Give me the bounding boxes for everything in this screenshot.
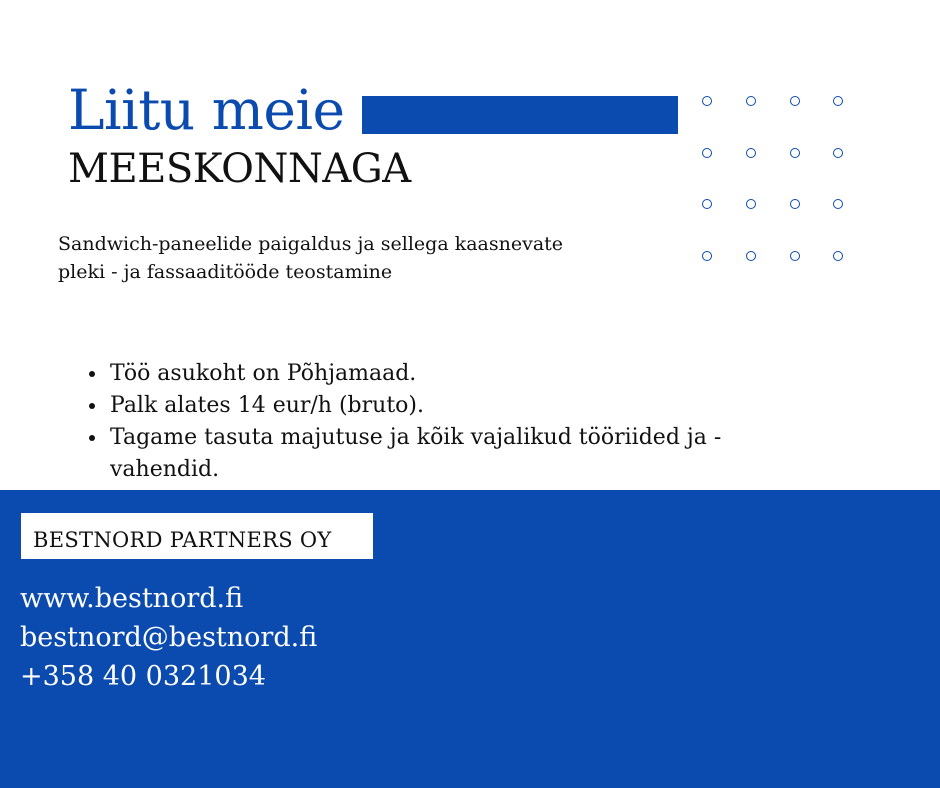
- contact-footer: [0, 490, 940, 788]
- benefit-item-housing: • Tagame tasuta majutuse ja kõik vajalikud tööriided ja - vahendid.: [108, 422, 808, 486]
- circle-outline-icon: [833, 251, 843, 261]
- accent-bar: [362, 96, 678, 134]
- circle-outline-icon: [746, 96, 756, 106]
- circle-outline-icon: [746, 148, 756, 158]
- company-name: BESTNORD PARTNERS OY: [33, 528, 332, 552]
- job-description-line: pleki - ja fassaaditööde teostamine: [58, 261, 393, 283]
- circle-outline-icon: [702, 251, 712, 261]
- job-description-line: Sandwich-paneelide paigaldus ja sellega kaasnevate: [58, 233, 564, 255]
- circle-outline-icon: [746, 199, 756, 209]
- page-title: Liitu meie: [68, 78, 345, 142]
- circle-outline-icon: [833, 148, 843, 158]
- circle-outline-icon: [833, 96, 843, 106]
- job-description: [58, 230, 618, 286]
- benefits-list: [78, 358, 808, 486]
- circle-outline-icon: [790, 251, 800, 261]
- benefit-item-salary: • Palk alates 14 eur/h (bruto).: [108, 390, 808, 422]
- circle-outline-icon: [702, 199, 712, 209]
- circle-outline-icon: [790, 96, 800, 106]
- website-link[interactable]: www.bestnord.fi: [20, 583, 244, 614]
- dot-grid-decoration: [698, 92, 858, 272]
- circle-outline-icon: [746, 251, 756, 261]
- page-subtitle: MEESKONNAGA: [68, 146, 411, 192]
- circle-outline-icon: [790, 148, 800, 158]
- circle-outline-icon: [702, 148, 712, 158]
- benefit-item-location: • Töö asukoht on Põhjamaad.: [108, 358, 808, 390]
- phone-number[interactable]: +358 40 0321034: [20, 661, 266, 692]
- company-label-box: [21, 513, 373, 559]
- circle-outline-icon: [702, 96, 712, 106]
- circle-outline-icon: [790, 199, 800, 209]
- email-link[interactable]: bestnord@bestnord.fi: [20, 622, 318, 653]
- circle-outline-icon: [833, 199, 843, 209]
